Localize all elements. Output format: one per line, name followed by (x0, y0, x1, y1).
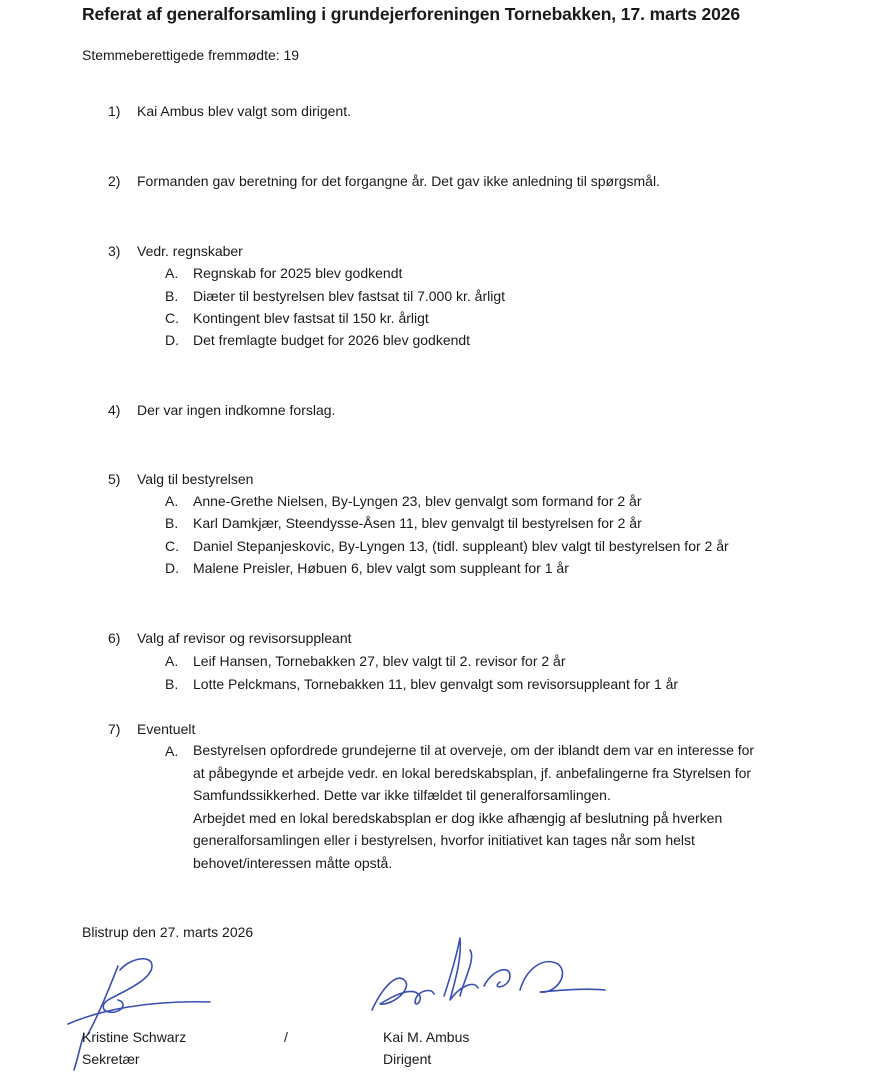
signature-left-role: Sekretær (82, 1051, 140, 1067)
item-number: 4) (108, 402, 121, 418)
sub-item-letter: B. (165, 288, 179, 304)
place-date: Blistrup den 27. marts 2026 (82, 924, 254, 940)
attendance-line: Stemmeberettigede fremmødte: 19 (82, 47, 300, 63)
agenda-item-5 (108, 471, 253, 487)
item-text: Valg af revisor og revisorsuppleant (137, 630, 352, 646)
sub-item-text: Diæter til bestyrelsen blev fastsat til 7.000 kr. årligt (193, 288, 506, 304)
item-text: Eventuelt (137, 721, 196, 737)
sub-item-letter: D. (165, 332, 179, 348)
item-text: Formanden gav beretning for det forgangne år. Det gav ikke anledning til spørgsmål. (137, 173, 660, 189)
item-number: 1) (108, 103, 121, 119)
item-text: Kai Ambus blev valgt som dirigent. (137, 103, 351, 119)
sub-item (165, 676, 678, 692)
sub-item-text: Regnskab for 2025 blev godkendt (193, 265, 403, 281)
agenda-item-7 (108, 721, 195, 737)
sub-item-letter: A. (165, 653, 179, 669)
sub-item-text: Daniel Stepanjeskovic, By-Lyngen 13, (tidl. suppleant) blev valgt til bestyrelsen for 2 år (193, 538, 729, 554)
sub-item (165, 265, 402, 281)
sub-item-letter: B. (165, 676, 179, 692)
agenda-item-1 (108, 103, 351, 119)
signature-separator: / (284, 1029, 288, 1045)
item-number: 3) (108, 243, 121, 259)
sub-item (165, 560, 569, 576)
sub-item-text: Det fremlagte budget for 2026 blev godkendt (193, 332, 471, 348)
sub-item (165, 743, 193, 759)
agenda-item-2 (108, 173, 660, 189)
sub-item-text: Malene Preisler, Høbuen 6, blev valgt som suppleant for 1 år (193, 560, 569, 576)
sub-item (165, 332, 470, 348)
item-text: Der var ingen indkomne forslag. (137, 402, 336, 418)
item-number: 2) (108, 173, 121, 189)
sub-item-text: Leif Hansen, Tornebakken 27, blev valgt til 2. revisor for 2 år (193, 653, 566, 669)
signature-right-role: Dirigent (383, 1051, 432, 1067)
item-text: Valg til bestyrelsen (137, 471, 254, 487)
sub-item-letter: B. (165, 515, 179, 531)
item-number: 6) (108, 630, 121, 646)
signature-left-name: Kristine Schwarz (82, 1029, 187, 1045)
sub-item (165, 538, 729, 554)
sub-item (165, 310, 429, 326)
sub-item-text: Anne-Grethe Nielsen, By-Lyngen 23, blev genvalgt som formand for 2 år (193, 493, 642, 509)
agenda-item-6 (108, 630, 352, 646)
sub-item (165, 515, 642, 531)
sub-item (165, 653, 566, 669)
agenda-item-4 (108, 402, 335, 418)
signature-right-name: Kai M. Ambus (383, 1029, 470, 1045)
item-number: 7) (108, 721, 121, 737)
sub-item-letter: C. (165, 310, 179, 326)
sub-item-letter: A. (165, 493, 179, 509)
signature-right-ink (360, 930, 610, 1020)
sub-item-letter: A. (165, 743, 179, 759)
sub-item-paragraph: Bestyrelsen opfordrede grundejerne til at overveje, om der iblandt dem var en interesse for at påbegynde et arbejde vedr. en lokal beredskabsplan, jf. anbefalingerne fra Styrelsen for Samfundssikkerhed. Dette var ikke tilfældet til generalforsamlingen. Arbejdet med en lokal beredskabsplan er dog ikke afhængig af beslutning på hverken generalforsamlingen eller i bestyrelsen, hvorfor initiativet kan tages når som helst behovet/interessen måtte opstå. (193, 742, 755, 871)
sub-item-text: Kontingent blev fastsat til 150 kr. årligt (193, 310, 429, 326)
sub-item-text: Karl Damkjær, Steendysse-Åsen 11, blev genvalgt til bestyrelsen for 2 år (193, 515, 642, 531)
agenda-item-3 (108, 243, 243, 259)
item-number: 5) (108, 471, 121, 487)
sub-item-letter: D. (165, 560, 179, 576)
item-text: Vedr. regnskaber (137, 243, 243, 259)
sub-item-letter: C. (165, 538, 179, 554)
sub-item (165, 493, 642, 509)
document-title: Referat af generalforsamling i grundejerforeningen Tornebakken, 17. marts 2026 (82, 4, 741, 24)
sub-item-text: Lotte Pelckmans, Tornebakken 11, blev genvalgt som revisorsuppleant for 1 år (193, 676, 679, 692)
sub-item (165, 288, 505, 304)
sub-item-letter: A. (165, 265, 179, 281)
